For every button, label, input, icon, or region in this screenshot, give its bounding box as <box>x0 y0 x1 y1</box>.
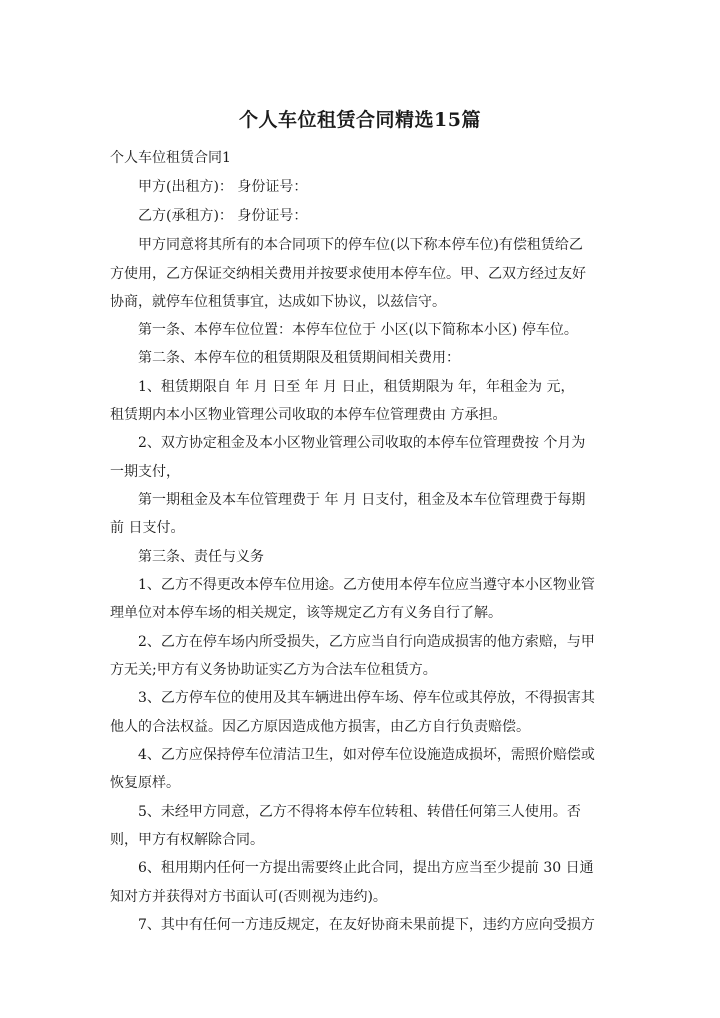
paragraph-line: 理单位对本停车场的相关规定，该等规定乙方有义务自行了解。 <box>110 605 502 621</box>
paragraph-line: 1、租赁期限自 年 月 日至 年 月 日止，租赁期限为 年，年租金为 元， <box>138 379 575 395</box>
paragraph-line: 7、其中有任何一方违反规定，在友好协商未果前提下，违约方应向受损方 <box>138 917 595 933</box>
paragraph-line: 1、乙方不得更改本停车位用途。乙方使用本停车位应当遵守本小区物业管 <box>138 577 595 593</box>
paragraph-line: 恢复原样。 <box>110 775 180 791</box>
party-b-line: 乙方(承租方)： 身份证号： <box>138 208 308 224</box>
article-3-line: 第三条、责任与义务 <box>138 549 264 565</box>
paragraph-line: 前 日支付。 <box>110 520 185 536</box>
paragraph-line: 方无关;甲方有义务协助证实乙方为合法车位租赁方。 <box>110 662 437 678</box>
paragraph-line: 协商，就停车位租赁事宜，达成如下协议，以兹信守。 <box>110 294 446 310</box>
paragraph-line: 租赁期内本小区物业管理公司收取的本停车位管理费由 方承担。 <box>110 407 507 423</box>
article-1-line: 第一条、本停车位位置：本停车位位于 小区(以下简称本小区) 停车位。 <box>138 322 578 338</box>
paragraph-line: 则，甲方有权解除合同。 <box>110 832 264 848</box>
paragraph-line: 知对方并获得对方书面认可(否则视为违约)。 <box>110 889 387 905</box>
party-a-line: 甲方(出租方)： 身份证号： <box>138 179 308 195</box>
paragraph-line: 他人的合法权益。因乙方原因造成他方损害，由乙方自行负责赔偿。 <box>110 719 530 735</box>
paragraph-line: 一期支付， <box>110 464 180 480</box>
paragraph-line: 6、租用期内任何一方提出需要终止此合同，提出方应当至少提前 30 日通 <box>138 860 594 876</box>
paragraph-line: 2、乙方在停车场内所受损失，乙方应当自行向造成损害的他方索赔，与甲 <box>138 634 595 650</box>
contract-heading: 个人车位租赁合同1 <box>110 150 231 166</box>
paragraph-line: 5、未经甲方同意，乙方不得将本停车位转租、转借任何第三人使用。否 <box>138 804 581 820</box>
paragraph-line: 甲方同意将其所有的本合同项下的停车位(以下称本停车位)有偿租赁给乙 <box>138 237 583 253</box>
paragraph-line: 2、双方协定租金及本小区物业管理公司收取的本停车位管理费按 个月为 <box>138 435 586 451</box>
article-2-line: 第二条、本停车位的租赁期限及租赁期间相关费用： <box>138 350 460 366</box>
paragraph-line: 3、乙方停车位的使用及其车辆进出停车场、停车位或其停放，不得损害其 <box>138 690 595 706</box>
paragraph-line: 4、乙方应保持停车位清洁卫生，如对停车位设施造成损坏，需照价赔偿或 <box>138 747 595 763</box>
paragraph-line: 第一期租金及本车位管理费于 年 月 日支付，租金及本车位管理费于每期 <box>138 492 586 508</box>
document-title: 个人车位租赁合同精选15篇 <box>239 109 481 131</box>
paragraph-line: 方使用，乙方保证交纳相关费用并按要求使用本停车位。甲、乙双方经过友好 <box>110 266 586 282</box>
